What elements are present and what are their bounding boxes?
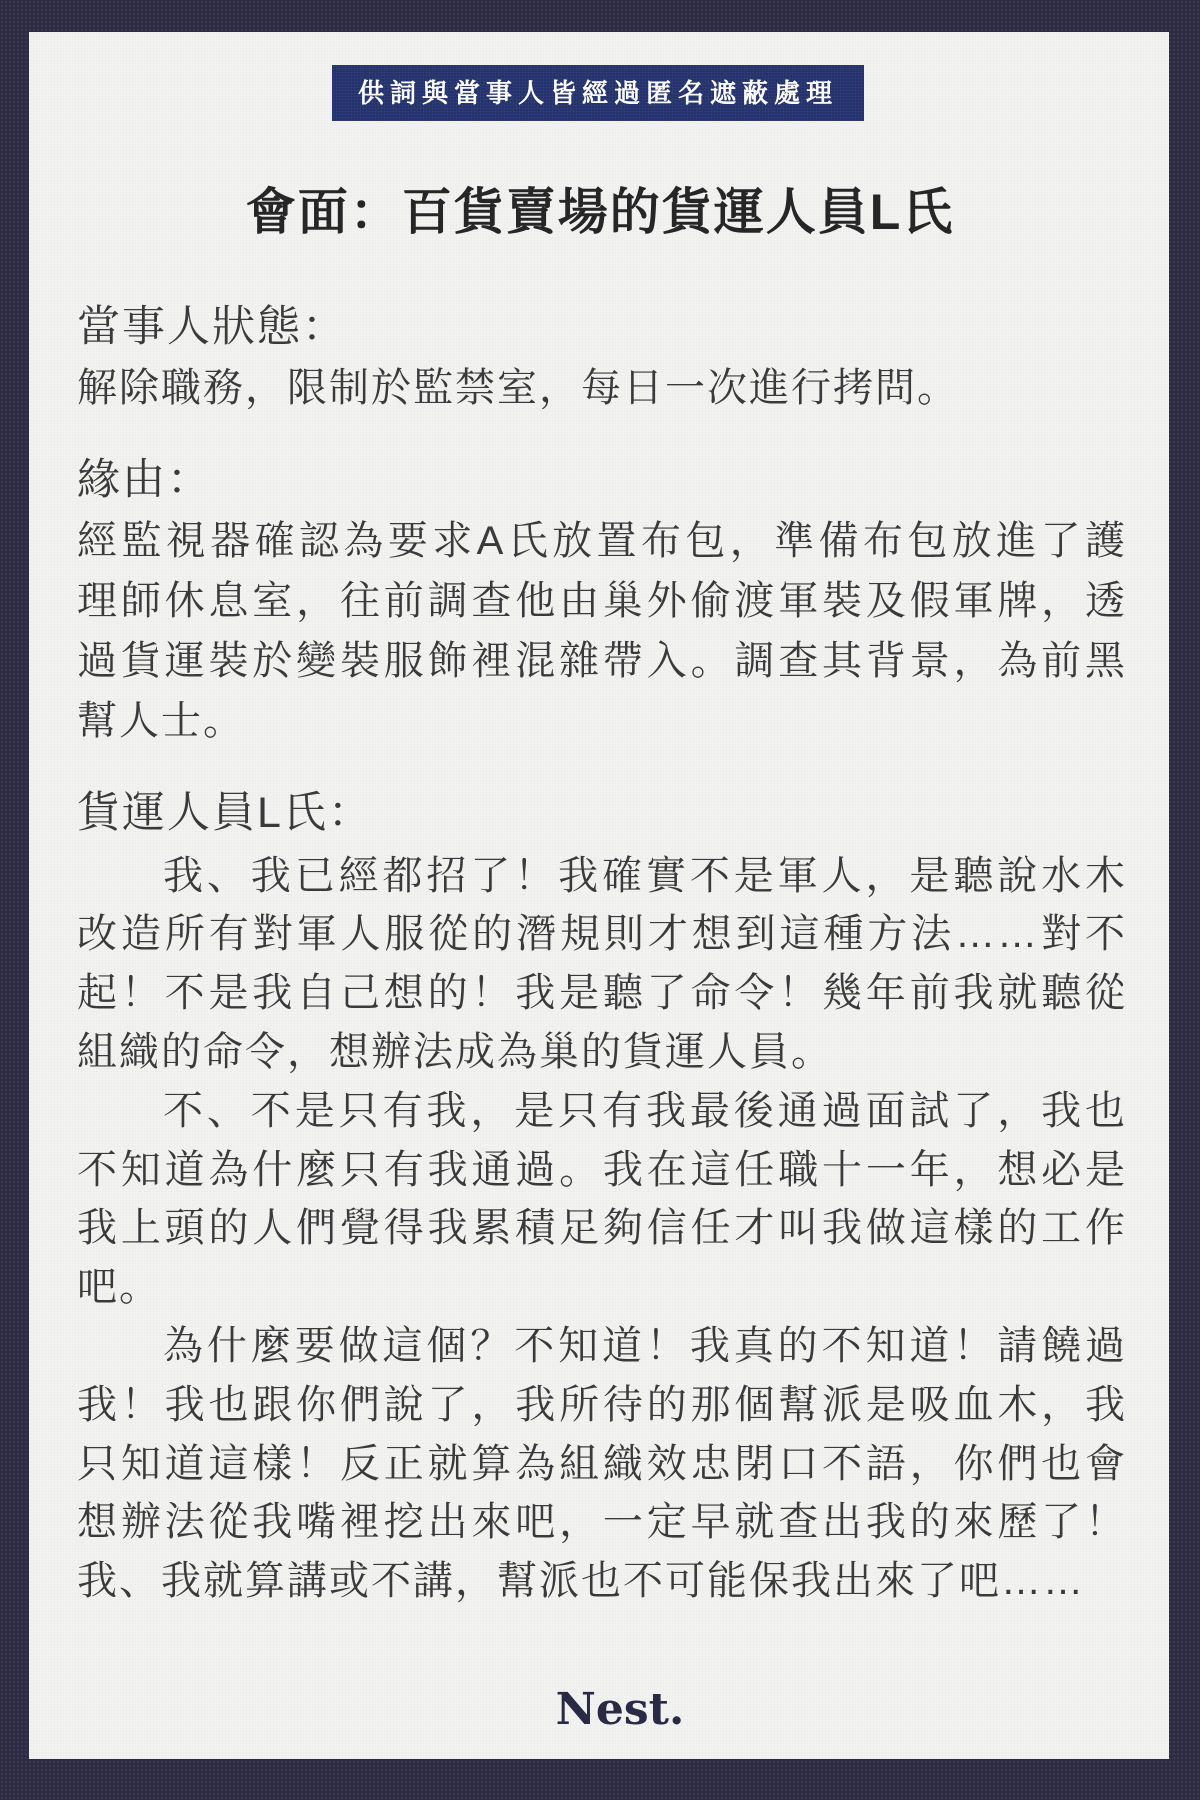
statement-line: 我上頭的人們覺得我累積足夠信任才叫我做這樣的工作 [77,1206,1127,1251]
statement-line: 吧。 [77,1265,161,1310]
statement-line: 為什麼要做這個？不知道！我真的不知道！請饒過 [163,1323,1127,1368]
statement-line: 只知道這樣！反正就算為組織效忠閉口不語，你們也會 [77,1441,1127,1486]
speaker-heading: 貨運人員L氏： [77,789,373,837]
reason-body [77,511,1127,751]
statement-line: 想辦法從我嘴裡挖出來吧，一定早就查出我的來歷了！ [77,1500,1127,1545]
statement-line: 不知道為什麼只有我通過。我在這任職十一年，想必是 [77,1147,1127,1192]
nest-logo: Nest. [555,1684,685,1735]
reason-line: 過貨運裝於變裝服飾裡混雜帶入。調查其背景，為前黑 [77,639,1127,683]
page-title: 會面：百貨賣場的貨運人員L氏 [245,184,955,240]
status-heading: 當事人狀態： [77,303,347,351]
status-body [77,360,1127,416]
statement-line: 組織的命令，想辦法成為巢的貨運人員。 [77,1029,833,1074]
statement-line: 不、不是只有我，是只有我最後通過面試了，我也 [163,1088,1127,1133]
reason-heading: 緣由： [77,456,212,504]
statement-line: 我、我已經都招了！我確實不是軍人，是聽說水木 [163,853,1127,898]
statement-line: 我！我也跟你們說了，我所待的那個幫派是吸血木，我 [77,1382,1127,1427]
statement-line: 起！不是我自己想的！我是聽了命令！幾年前我就聽從 [77,971,1127,1016]
status-text: 解除職務，限制於監禁室，每日一次進行拷問。 [77,366,959,410]
anonymization-notice-banner: 供詞與當事人皆經過匿名遮蔽處理 [332,65,864,121]
statement-body [77,847,1127,1611]
statement-line: 改造所有對軍人服從的潛規則才想到這種方法……對不 [77,912,1127,957]
reason-line: 經監視器確認為要求A氏放置布包，準備布包放進了護 [77,519,1127,563]
statement-line: 我、我就算講或不講，幫派也不可能保我出來了吧…… [77,1559,1085,1604]
reason-line: 理師休息室，往前調查他由巢外偷渡軍裝及假軍牌，透 [77,579,1127,623]
reason-line: 幫人士。 [77,699,245,743]
